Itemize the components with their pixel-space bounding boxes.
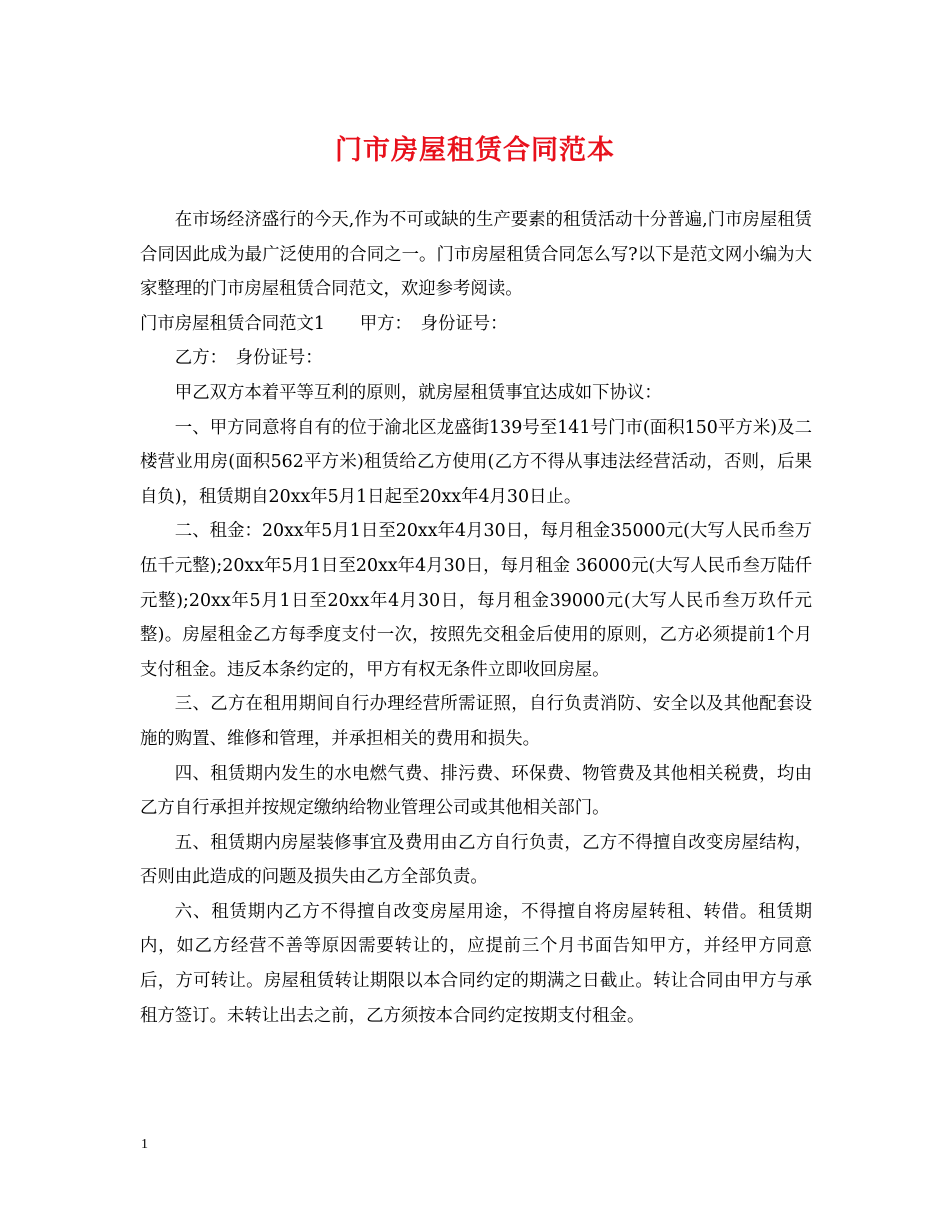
page-number: 1 [141,1137,148,1152]
document-body [140,203,812,1033]
party-b-line: 乙方： 身份证号： [174,348,323,369]
intro-paragraph: 在市场经济盛行的今天,作为不可或缺的生产要素的租赁活动十分普遍,门市房屋租赁合同因此成为最广泛使用的合同之一。门市房屋租赁合同怎么写?以下是范文网小编为大家整理的门市房屋租赁合同范文，欢迎参考阅读。 [140,210,812,300]
clause-5: 五、租赁期内房屋装修事宜及费用由乙方自行负责，乙方不得擅自改变房屋结构，否则由此造成的问题及损失由乙方全部负责。 [140,832,812,888]
clause-4: 四、租赁期内发生的水电燃气费、排污费、环保费、物管费及其他相关税费，均由乙方自行承担并按规定缴纳给物业管理公司或其他相关部门。 [140,763,812,819]
clause-1: 一、甲方同意将自有的位于渝北区龙盛街139号至141号门市(面积150平方米)及二楼营业用房(面积562平方米)租赁给乙方使用(乙方不得从事违法经营活动，否则，后果自负)，租赁期自20xx年5月1日起至20xx年4月30日止。 [140,417,812,507]
clause-6: 六、租赁期内乙方不得擅自改变房屋用途，不得擅自将房屋转租、转借。租赁期内，如乙方经营不善等原因需要转让的，应提前三个月书面告知甲方，并经甲方同意后，方可转让。房屋租赁转让期限以本合同约定的期满之日截止。转让合同由甲方与承租方签订。未转让出去之前，乙方须按本合同约定按期支付租金。 [140,901,812,1026]
document-title: 门市房屋租赁合同范本 [335,135,615,166]
clause-2: 二、租金：20xx年5月1日至20xx年4月30日，每月租金35000元(大写人民币叁万伍千元整);20xx年5月1日至20xx年4月30日，每月租金 36000元(大写人民币叁万陆仟元整);20xx年5月1日至20xx年4月30日，每月租金39000元(大写人民币叁万玖仟元整)。房屋租金乙方每季度支付一次，按照先交租金后使用的原则，乙方必须提前1个月支付租金。违反本条约定的，甲方有权无条件立即收回房屋。 [140,521,812,680]
clause-3: 三、乙方在租用期间自行办理经营所需证照，自行负责消防、安全以及其他配套设施的购置、维修和管理，并承担相关的费用和损失。 [140,694,812,749]
agreement-preamble: 甲乙双方本着平等互利的原则，就房屋租赁事宜达成如下协议： [174,382,662,403]
contract-heading-party-a: 门市房屋租赁合同范文1 甲方： 身份证号： [140,313,508,334]
